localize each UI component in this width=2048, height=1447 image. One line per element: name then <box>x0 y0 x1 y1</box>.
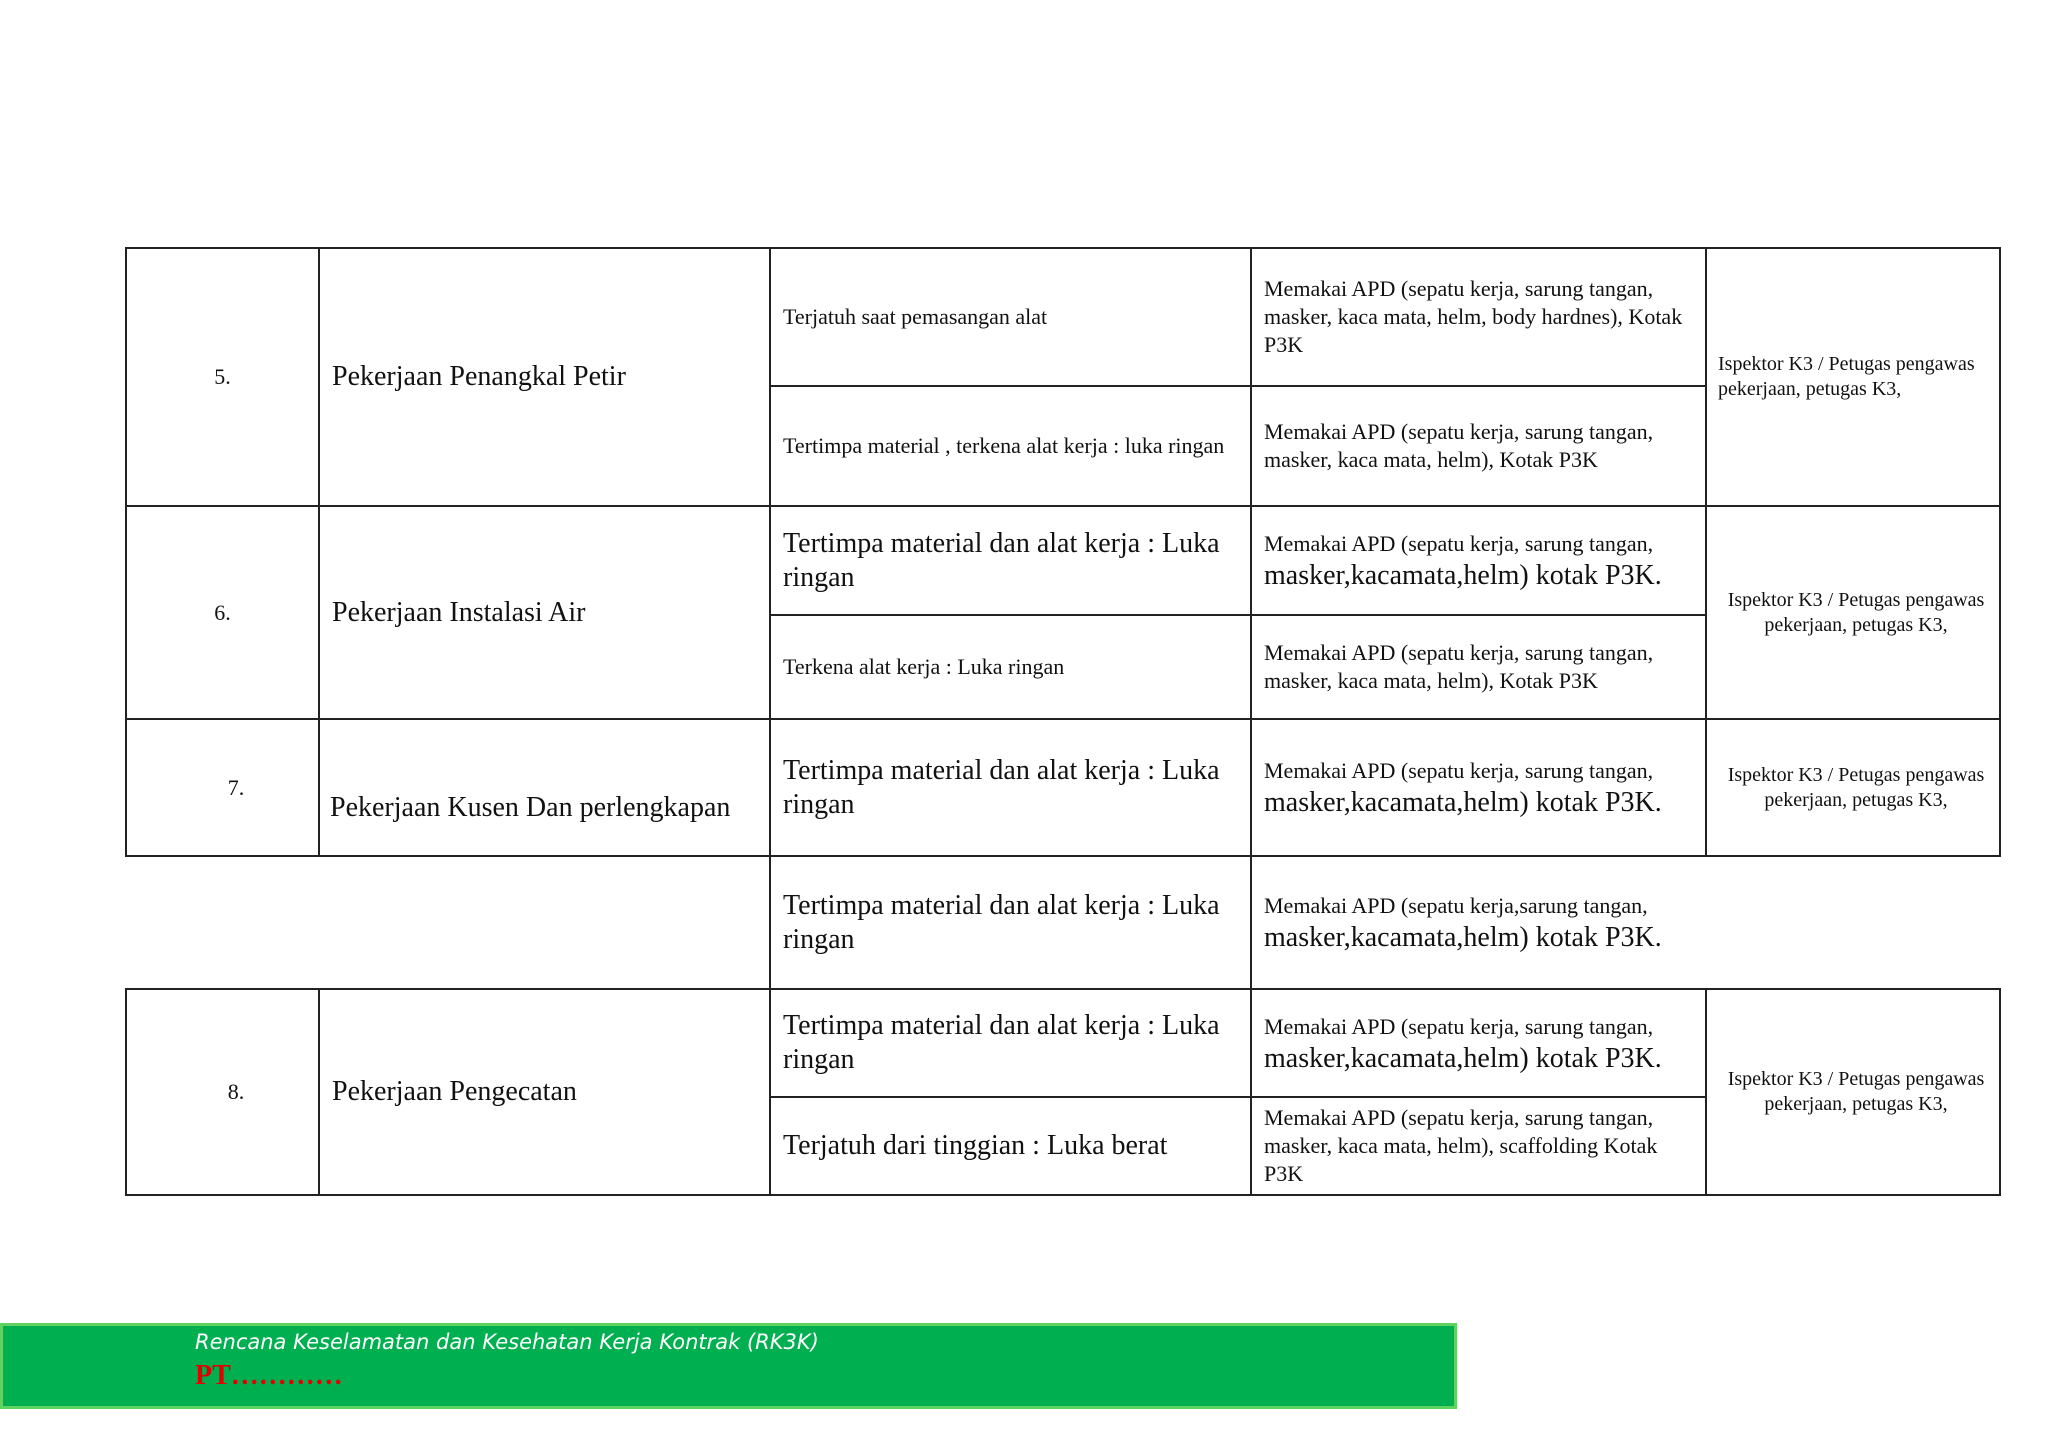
control-text-large: masker,kacamata,helm) kotak P3K. <box>1264 787 1662 818</box>
responsible-cell: Ispektor K3 / Petugas pengawas pekerjaan, petugas K3, <box>1718 353 1975 400</box>
hazard-cell: Terkena alat kerja : Luka ringan <box>783 654 1065 679</box>
hazard-cell: Tertimpa material , terkena alat kerja : luka ringan <box>783 433 1225 458</box>
responsible-cell: Ispektor K3 / Petugas pengawas pekerjaan, petugas K3, <box>1727 1068 1985 1115</box>
row-number: 5. <box>214 364 231 389</box>
job-name: Pekerjaan Penangkal Petir <box>332 361 626 392</box>
control-cell <box>1264 507 1700 614</box>
responsible-cell: Ispektor K3 / Petugas pengawas pekerjaan, petugas K3, <box>1727 588 1985 636</box>
row-number: 7. <box>227 774 245 800</box>
control-text-large: masker,kacamata,helm) kotak P3K. <box>1264 1042 1662 1074</box>
hazard-cell: Terjatuh saat pemasangan alat <box>783 304 1048 329</box>
control-text-large: masker,kacamata,helm) kotak P3K. <box>1264 560 1662 591</box>
control-cell: Memakai APD (sepatu kerja, sarung tangan, masker, kaca mata, helm), Kotak P3K <box>1264 419 1654 472</box>
footer-company: PT………… <box>195 1360 343 1391</box>
control-cell <box>1264 990 1700 1096</box>
hazard-cell: Tertimpa material dan alat kerja : Luka ringan <box>783 754 1220 820</box>
job-name: Pekerjaan Kusen Dan perlengkapan <box>330 791 731 823</box>
hazard-cell: Tertimpa material dan alat kerja : Luka ringan <box>783 1010 1220 1075</box>
control-text-large: masker,kacamata,helm) kotak P3K. <box>1264 922 1662 953</box>
job-name: Pekerjaan Instalasi Air <box>332 596 586 628</box>
control-text: Memakai APD (sepatu kerja, sarung tangan, <box>1264 1013 1654 1039</box>
control-cell: Memakai APD (sepatu kerja, sarung tangan, masker, kaca mata, helm), scaffolding Kotak P3K <box>1264 1105 1658 1186</box>
row-number: 8. <box>227 1079 245 1104</box>
job-name: Pekerjaan Pengecatan <box>332 1076 577 1107</box>
hazard-cell: Tertimpa material dan alat kerja : Luka ringan <box>783 527 1220 593</box>
control-text: Memakai APD (sepatu kerja, sarung tangan, <box>1264 758 1654 783</box>
hazard-cell: Terjatuh dari tinggian : Luka berat <box>783 1130 1168 1161</box>
responsible-cell: Ispektor K3 / Petugas pengawas pekerjaan, petugas K3, <box>1727 763 1985 811</box>
control-cell: Memakai APD (sepatu kerja, sarung tangan, masker, kaca mata, helm), Kotak P3K <box>1264 640 1654 693</box>
control-text: Memakai APD (sepatu kerja,sarung tangan, <box>1264 893 1648 918</box>
footer-title: Rencana Keselamatan dan Kesehatan Kerja Kontrak (RK3K) <box>195 1330 819 1354</box>
row-number: 6. <box>214 599 231 625</box>
control-cell <box>1264 857 1700 988</box>
control-cell <box>1264 720 1700 855</box>
control-cell: Memakai APD (sepatu kerja, sarung tangan, masker, kaca mata, helm, body hardnes), Kotak P3K <box>1264 276 1683 357</box>
hazard-cell: Tertimpa material dan alat kerja : Luka ringan <box>783 889 1220 955</box>
control-text: Memakai APD (sepatu kerja, sarung tangan, <box>1264 531 1654 556</box>
